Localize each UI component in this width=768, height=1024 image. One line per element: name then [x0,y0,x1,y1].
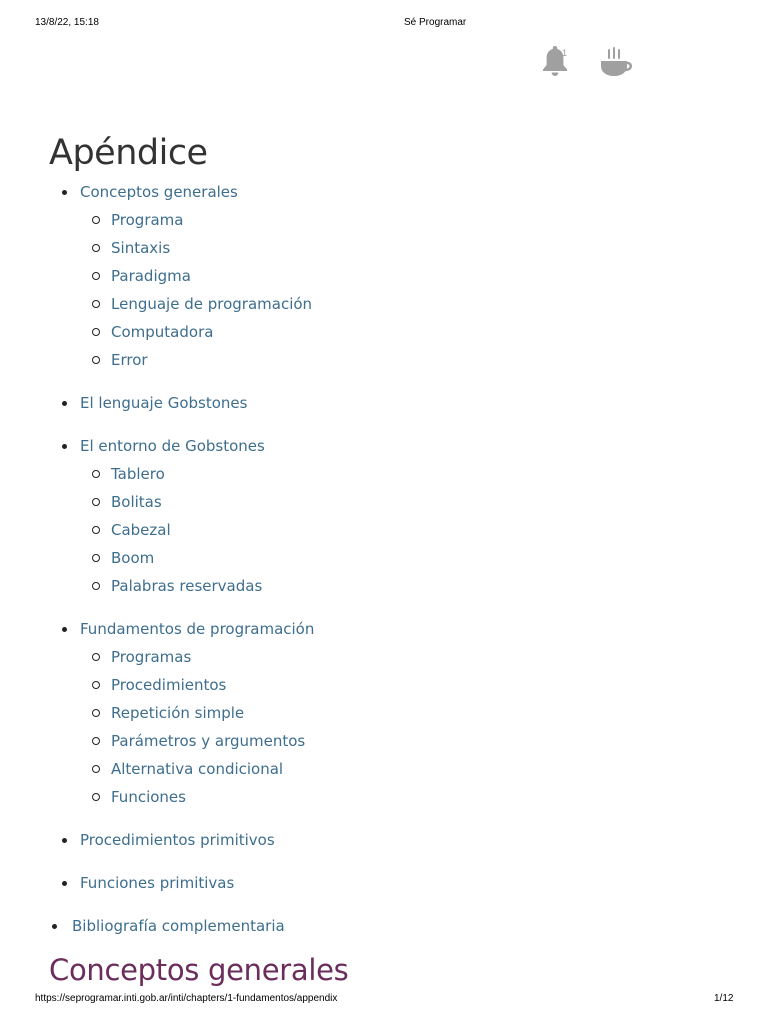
section-heading: Conceptos generales [49,953,349,987]
toc-subitem [111,699,729,727]
print-page-number: 1/12 [714,993,734,1004]
toc-link-sintaxis[interactable]: Sintaxis [111,239,171,257]
page-title: Apéndice [49,133,208,173]
table-of-contents [49,178,729,940]
toc-link-funciones[interactable]: Funciones [111,788,186,806]
toc-section [49,389,729,417]
top-icon-bar [0,44,768,80]
toc-subitem [111,544,729,572]
print-site-title: Sé Programar [404,17,467,28]
toc-sublist [80,460,729,600]
toc-subitem [111,516,729,544]
toc-subitem [111,727,729,755]
toc-link-error[interactable]: Error [111,351,148,369]
toc-section [49,178,729,374]
toc-link-computadora[interactable]: Computadora [111,323,214,341]
print-datetime: 13/8/22, 15:18 [35,17,99,28]
print-header [0,16,768,30]
toc-link-bolitas[interactable]: Bolitas [111,493,162,511]
notifications-button[interactable] [538,44,572,78]
toc-sublist [80,206,729,374]
toc-section [49,912,729,940]
toc-link-palabras-reservadas[interactable]: Palabras reservadas [111,577,263,595]
coffee-cup-icon [598,46,636,80]
toc-link-lenguaje-de-programacion[interactable]: Lenguaje de programación [111,295,313,313]
main-content [49,128,729,940]
toc-subitem [111,318,729,346]
toc-subitem [111,234,729,262]
toc-subitem [111,643,729,671]
toc-section [49,615,729,811]
toc-link-alternativa-condicional[interactable]: Alternativa condicional [111,760,284,778]
toc-link-boom[interactable]: Boom [111,549,155,567]
coffee-button[interactable] [598,46,636,80]
toc-link-funciones-primitivas[interactable]: Funciones primitivas [80,874,235,892]
toc-link-procedimientos-primitivos[interactable]: Procedimientos primitivos [80,831,275,849]
toc-link-conceptos-generales[interactable]: Conceptos generales [80,183,238,201]
toc-subitem [111,206,729,234]
toc-subitem [111,671,729,699]
toc-subitem [111,262,729,290]
toc-subitem [111,488,729,516]
toc-subitem [111,290,729,318]
toc-link-bibliografia-complementaria[interactable]: Bibliografía complementaria [72,917,285,935]
toc-link-cabezal[interactable]: Cabezal [111,521,171,539]
toc-link-paradigma[interactable]: Paradigma [111,267,191,285]
toc-link-fundamentos-de-programacion[interactable]: Fundamentos de programación [80,620,315,638]
toc-subitem [111,346,729,374]
notification-count: 1 [562,48,568,58]
toc-section [49,432,729,600]
toc-link-parametros-y-argumentos[interactable]: Parámetros y argumentos [111,732,306,750]
toc-link-el-entorno-de-gobstones[interactable]: El entorno de Gobstones [80,437,265,455]
toc-subitem [111,460,729,488]
toc-subitem [111,572,729,600]
toc-link-repeticion-simple[interactable]: Repetición simple [111,704,245,722]
toc-sublist [80,643,729,811]
toc-subitem [111,755,729,783]
toc-link-tablero[interactable]: Tablero [111,465,165,483]
print-url: https://seprogramar.inti.gob.ar/inti/chapters/1-fundamentos/appendix [35,993,338,1004]
toc-section [49,826,729,854]
toc-link-programa[interactable]: Programa [111,211,184,229]
toc-subitem [111,783,729,811]
toc-section [49,869,729,897]
toc-link-el-lenguaje-gobstones[interactable]: El lenguaje Gobstones [80,394,248,412]
toc-link-programas[interactable]: Programas [111,648,192,666]
toc-link-procedimientos[interactable]: Procedimientos [111,676,227,694]
